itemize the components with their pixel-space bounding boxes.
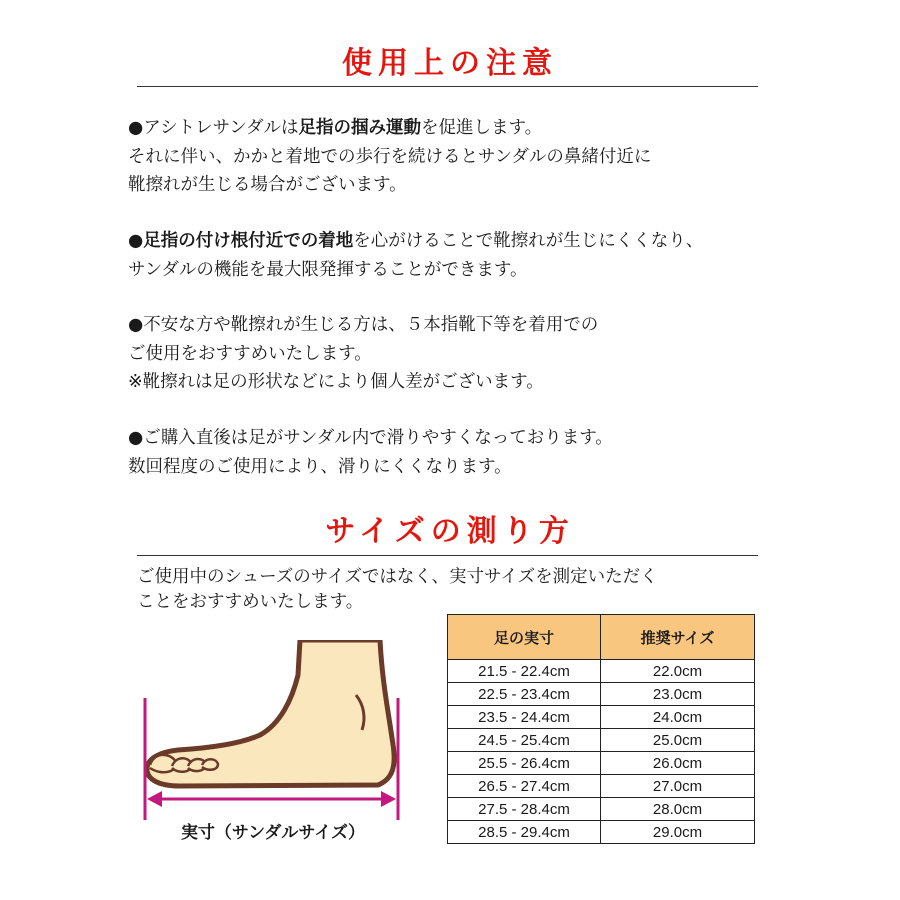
recommended-size-cell: 22.0cm	[601, 660, 755, 683]
table-row	[448, 683, 755, 706]
p2-line-1: ●足指の付け根付近での着地を心がけることで靴擦れが生じにくくなり、	[128, 231, 704, 251]
table-row	[448, 706, 755, 729]
foot-length-cell: 21.5 - 22.4cm	[448, 660, 601, 683]
recommended-size-cell: 28.0cm	[601, 798, 755, 821]
recommended-size-cell: 29.0cm	[601, 821, 755, 844]
recommended-size-cell: 24.0cm	[601, 706, 755, 729]
p2-line-2: サンダルの機能を最大限発揮することができます。	[128, 259, 528, 280]
caution-paragraph-4	[128, 424, 613, 481]
measure-arrow-right-head	[381, 791, 396, 807]
foot-length-cell: 24.5 - 25.4cm	[448, 729, 601, 752]
p3-line-1: ●不安な方や靴擦れが生じる方は、５本指靴下等を着用での	[128, 315, 599, 335]
foot-length-cell: 28.5 - 29.4cm	[448, 821, 601, 844]
table-row	[448, 752, 755, 775]
recommended-size-cell: 23.0cm	[601, 683, 755, 706]
header-recommended-size: 推奨サイズ	[601, 615, 755, 660]
p1-line-3: 靴擦れが生じる場合がございます。	[128, 175, 407, 195]
p3-line-3: ※靴擦れは足の形状などにより個人差がございます。	[128, 372, 544, 392]
caution-paragraph-1	[128, 114, 651, 200]
measure-arrow-left-head	[147, 791, 162, 807]
recommended-size-cell: 26.0cm	[601, 752, 755, 775]
measure-intro	[137, 565, 658, 615]
size-table	[447, 614, 755, 844]
measure-title: サイズの測り方	[325, 514, 575, 549]
foot-illustration	[140, 640, 410, 820]
p3-line-2: ご使用をおすすめいたします。	[128, 343, 372, 364]
table-row	[448, 798, 755, 821]
foot-length-cell: 25.5 - 26.4cm	[448, 752, 601, 775]
measure-caption: 実寸（サンダルサイズ）	[180, 823, 366, 843]
intro-line-1: ご使用中のシューズのサイズではなく、実寸サイズを測定いただく	[137, 567, 658, 587]
table-row	[448, 821, 755, 844]
header-foot-length: 足の実寸	[448, 615, 601, 660]
p1-line-1: ●アシトレサンダルは足指の掴み運動を促進します。	[128, 118, 543, 138]
foot-length-cell: 22.5 - 23.4cm	[448, 683, 601, 706]
foot-length-cell: 23.5 - 24.4cm	[448, 706, 601, 729]
p1-line-2: それに伴い、かかと着地での歩行を続けるとサンダルの鼻緒付近に	[128, 146, 652, 167]
foot-length-cell: 26.5 - 27.4cm	[448, 775, 601, 798]
caution-title: 使用上の注意	[342, 46, 558, 81]
caution-divider	[137, 86, 758, 87]
table-row	[448, 729, 755, 752]
table-row	[448, 775, 755, 798]
recommended-size-cell: 27.0cm	[601, 775, 755, 798]
foot-length-cell: 27.5 - 28.4cm	[448, 798, 601, 821]
caution-paragraph-2	[128, 227, 703, 284]
intro-line-2: ことをおすすめいたします。	[137, 592, 364, 612]
toe-4	[202, 759, 218, 769]
recommended-size-cell: 25.0cm	[601, 729, 755, 752]
caution-paragraph-3	[128, 311, 598, 397]
measure-divider	[137, 555, 758, 556]
p4-line-2: 数回程度のご使用により、滑りにくくなります。	[128, 456, 512, 477]
p4-line-1: ●ご購入直後は足がサンダル内で滑りやすくなっております。	[128, 428, 613, 448]
size-table-header-row	[448, 615, 755, 660]
table-row	[448, 660, 755, 683]
